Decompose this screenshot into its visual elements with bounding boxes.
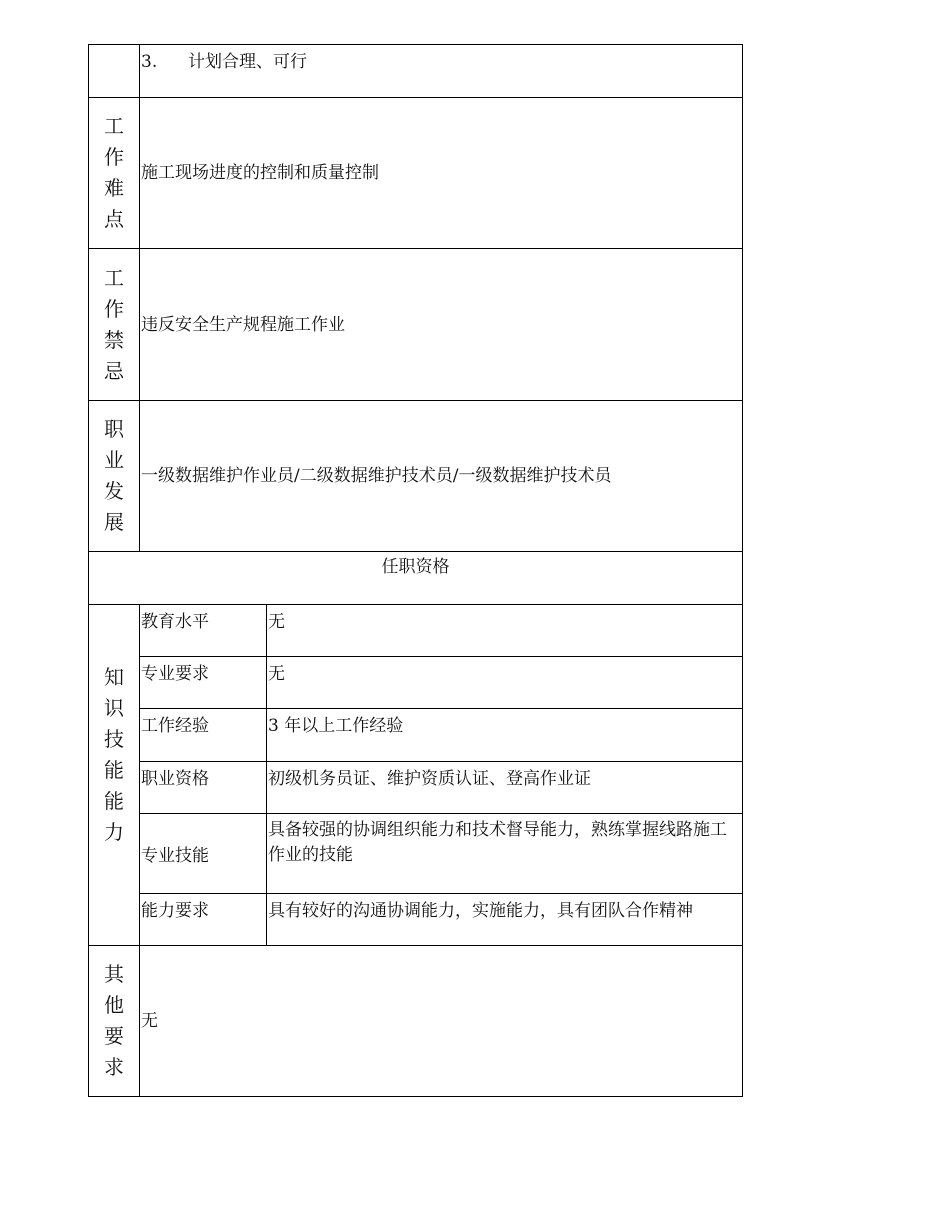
qual-name-text: 专业要求 [141,664,209,684]
qual-value-text: 无 [268,612,285,632]
difficulty-label [89,98,140,249]
qual-item-value [267,894,743,946]
qual-row [89,605,743,657]
qual-name-text: 职业资格 [141,769,209,789]
career-label [89,401,140,552]
other-row [89,946,743,1097]
label-char: 其 [104,962,124,986]
label-char: 能 [104,789,124,813]
qual-value-text: 具备较强的协调组织能力和技术督导能力，熟练掌握线路施工作业的技能 [268,820,727,865]
qual-value-text: 具有较好的沟通协调能力，实施能力，具有团队合作精神 [268,901,693,921]
label-char: 能 [104,758,124,782]
difficulty-row [89,98,743,249]
qual-value-text: 无 [268,664,285,684]
taboo-row [89,249,743,401]
difficulty-content [140,98,743,249]
qual-item-value [267,657,743,709]
label-char: 职 [104,417,124,441]
label-char: 知 [104,665,124,689]
qual-item-name [140,814,267,894]
plan-row [89,45,743,98]
label-char: 技 [104,727,124,751]
qualification-heading-row [89,552,743,605]
qual-item-name [140,894,267,946]
plan-text: 计划合理、可行 [188,52,307,72]
qual-name-text: 教育水平 [141,612,209,632]
career-content [140,401,743,552]
qual-row [89,709,743,762]
label-char: 业 [104,448,124,472]
other-label [89,946,140,1097]
qual-name-text: 专业技能 [141,846,209,866]
difficulty-text: 施工现场进度的控制和质量控制 [141,163,379,183]
plan-label-cell [89,45,140,98]
label-char: 识 [104,696,124,720]
label-char: 点 [104,207,124,231]
job-description-table [88,44,743,1097]
qual-value-text: 初级机务员证、维护资质认证、登高作业证 [268,769,591,789]
plan-content-cell [140,45,743,98]
qual-item-value [267,709,743,762]
plan-number: 3. [141,52,158,72]
qual-value-text: 3 年以上工作经验 [268,716,404,736]
career-row [89,401,743,552]
qualification-label [89,605,140,946]
label-char: 展 [104,510,124,534]
label-char: 难 [104,176,124,200]
label-char: 他 [104,993,124,1017]
taboo-label [89,249,140,401]
label-char: 要 [104,1024,124,1048]
qual-name-text: 工作经验 [141,716,209,736]
qual-item-value [267,605,743,657]
qualification-heading: 任职资格 [89,552,743,605]
other-text: 无 [141,1011,158,1031]
label-char: 作 [104,296,124,321]
qual-row [89,814,743,894]
taboo-text: 违反安全生产规程施工作业 [141,314,345,335]
label-char: 求 [104,1055,124,1079]
qual-item-name [140,605,267,657]
label-char: 工 [104,114,124,138]
label-char: 力 [104,820,124,844]
qual-row [89,894,743,946]
qual-item-name [140,709,267,762]
qual-row [89,762,743,814]
qual-item-name [140,657,267,709]
qual-name-text: 能力要求 [141,901,209,921]
qual-item-value [267,814,743,894]
career-text: 一级数据维护作业员/二级数据维护技术员/一级数据维护技术员 [141,466,612,486]
other-content [140,946,743,1097]
taboo-content [140,249,743,401]
label-char: 发 [104,479,124,503]
label-char: 作 [104,145,124,169]
qual-row [89,657,743,709]
label-char: 禁 [104,327,124,352]
label-char: 忌 [104,358,124,383]
qual-item-name [140,762,267,814]
qual-item-value [267,762,743,814]
label-char: 工 [104,265,124,290]
